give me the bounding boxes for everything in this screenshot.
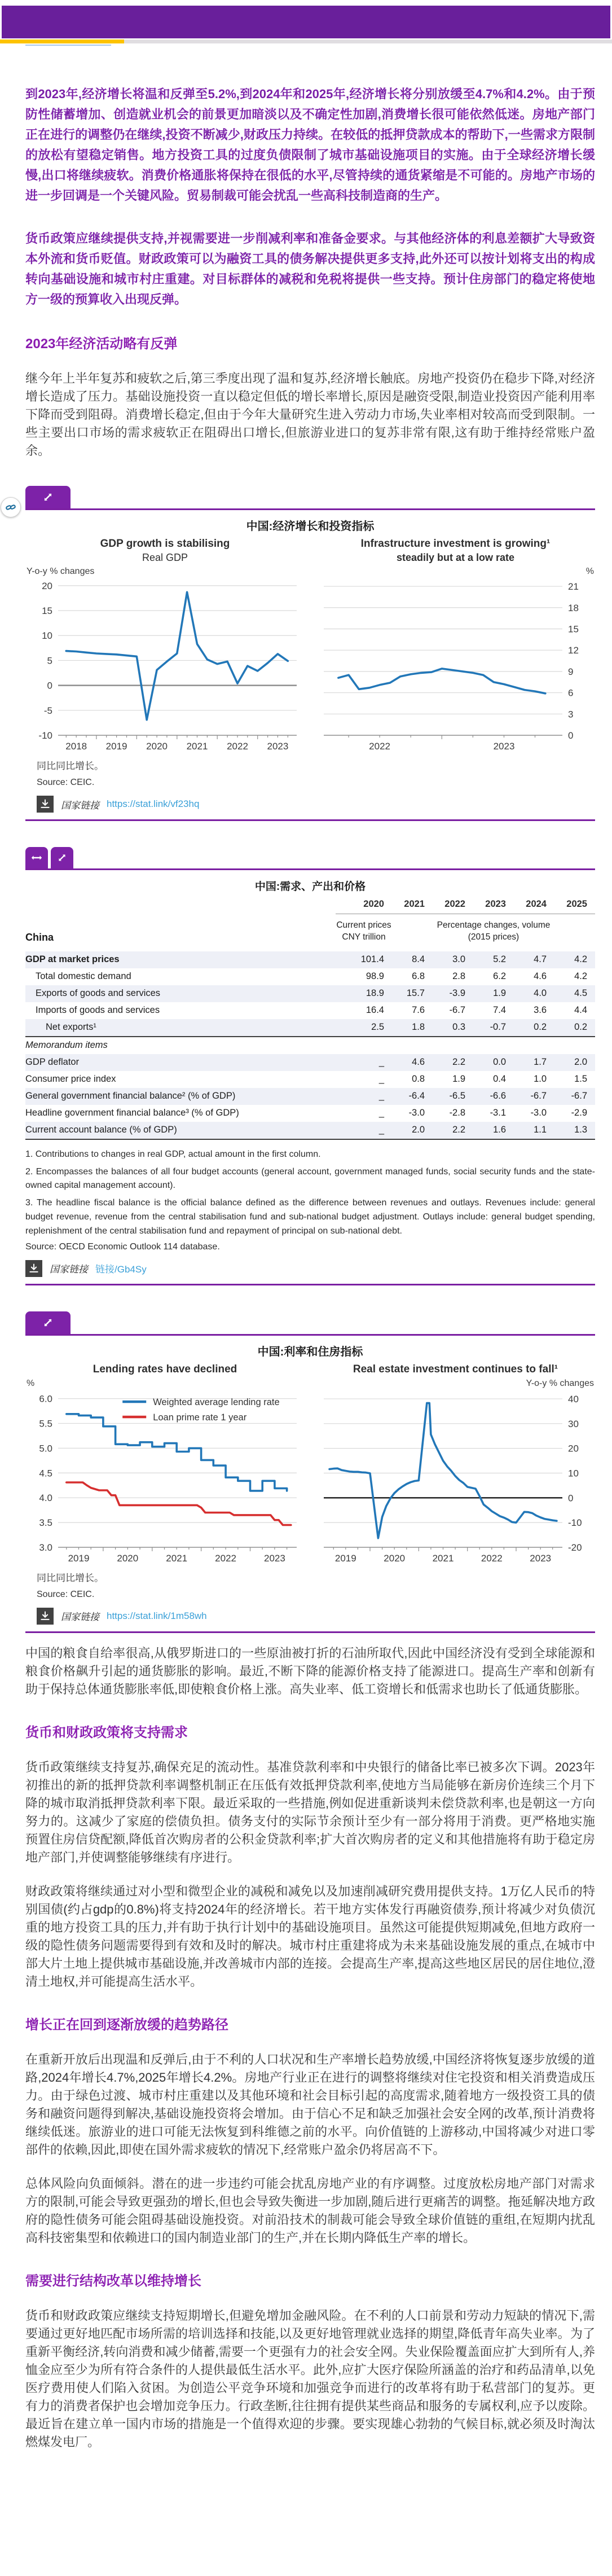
svg-text:4.5: 4.5 — [39, 1467, 52, 1478]
svg-text:2019: 2019 — [68, 1552, 90, 1564]
chain-icon — [5, 502, 16, 513]
svg-text:15: 15 — [568, 624, 579, 635]
real-estate-plot — [316, 1378, 595, 1564]
svg-text:2023: 2023 — [263, 1552, 285, 1564]
chart-title: Lending rates have declined — [93, 1363, 237, 1375]
cell-value: 98.9 — [366, 971, 384, 982]
top-banner — [2, 6, 610, 38]
cell-value: 1.7 — [534, 1057, 547, 1068]
svg-text:Loan prime rate 1 year: Loan prime rate 1 year — [153, 1412, 247, 1423]
table-years-row — [25, 899, 595, 914]
figure-rule-top — [25, 508, 595, 510]
figure-toolbar — [25, 1311, 595, 1334]
cell-value: 0.8 — [412, 1074, 425, 1085]
svg-text:2020: 2020 — [384, 1552, 406, 1564]
svg-text:40: 40 — [568, 1393, 579, 1405]
statlink-label: 国家链接 — [61, 800, 99, 811]
cell-value: 4.0 — [534, 988, 547, 999]
cell-value: -6.6 — [490, 1091, 506, 1102]
cell-value: -6.5 — [449, 1091, 465, 1102]
table-title: 中国:需求、产出和价格 — [254, 881, 366, 893]
expand-figure-button[interactable] — [25, 486, 71, 508]
svg-text:5: 5 — [47, 655, 52, 666]
download-icon[interactable] — [25, 1260, 42, 1277]
row-label: Consumer price index — [25, 1074, 116, 1085]
svg-text:30: 30 — [568, 1418, 579, 1429]
current-prices-header: Current prices CNY trillion — [336, 920, 391, 942]
table-source: Source: OECD Economic Outlook 114 database. — [25, 1241, 220, 1252]
section-heading-growth-path: 增长正在回到逐渐放缓的趋势路径 — [25, 2017, 228, 2033]
svg-text:20: 20 — [568, 1443, 579, 1454]
table-row — [25, 1071, 595, 1088]
statlink-label: 国家链接 — [50, 1264, 88, 1275]
row-label: Total domestic demand — [36, 971, 131, 982]
share-link-icon[interactable] — [1, 497, 21, 517]
section-heading-policy: 货币和财政政策将支持需求 — [25, 1724, 188, 1740]
svg-text:18: 18 — [568, 602, 579, 613]
figure-title: 中国:利率和住房指标 — [257, 1345, 363, 1358]
cell-value: -0.7 — [490, 1022, 506, 1033]
svg-text:2018: 2018 — [65, 741, 87, 752]
body-paragraph-activity: 继今年上半年复苏和疲软之后,第三季度出现了温和复苏,经济增长触底。房地产投资仍在稳步下降,对经济增长造成了压力。基础设施投资一直以稳定但低的增长率增长,原因是融资受限,制造业投资因产能利用率下降而受到阻碍。消费增长稳定,但由于今年大量研究生进入劳动力市场,失业率相对较高而受到限制。一些主要出口市场的需求疲软正在阻碍出口增长,但旅游业进口的复苏非常有限,这有助于维持经常账户盈余。 — [25, 371, 595, 458]
cell-value: 6.2 — [493, 971, 506, 982]
economic-table-block — [25, 847, 595, 1285]
table-column-headers — [25, 915, 595, 951]
table-row — [25, 1019, 595, 1037]
year-header: 2024 — [514, 899, 554, 914]
cell-value: 1.8 — [412, 1022, 425, 1033]
svg-text:3.5: 3.5 — [39, 1517, 52, 1528]
cell-value: 6.8 — [412, 971, 425, 982]
pct-changes-header: Percentage changes, volume (2015 prices) — [437, 920, 551, 942]
svg-text:20: 20 — [42, 580, 52, 591]
table-footnote: 1. Contributions to changes in real GDP, actual amount in the first column. — [25, 1149, 321, 1159]
cell-value: -3.9 — [449, 988, 465, 999]
year-header: 2021 — [392, 899, 433, 914]
row-label: GDP deflator — [25, 1057, 80, 1068]
cell-value: 0.2 — [534, 1022, 547, 1033]
row-label: General government financial balance² (% of GDP) — [25, 1091, 236, 1102]
summary-paragraph-policy: 货币政策应继续提供支持,并视需要进一步削减利率和准备金要求。与其他经济体的利息差额扩大导致资本外流和货币贬值。财政政策可以为融资工具的债务解决提供更多支持,此外还可以按计划将支出的构成转向基础设施和城市村庄重建。对目标群体的减税和免税将提供一些支持。预计住房部门的稳定将使地方一级的预算收入出现反弹。 — [25, 231, 595, 306]
figure-note: 同比同比增长。 — [37, 1572, 104, 1583]
cell-value: -6.7 — [449, 1005, 465, 1016]
cell-value: -6.4 — [408, 1091, 425, 1102]
chart-real-estate — [316, 1362, 595, 1564]
row-label: Imports of goods and services — [36, 1005, 160, 1016]
statlink-row — [37, 1608, 595, 1625]
table-footnote: 3. The headline fiscal balance is the official balance defined as the difference between revenues and outlays. Revenues include: general budget revenue, revenue from the central stabilisation fund and sub-national budget adjustment. Outlays include: general budget spending, replenishment of the central stabilisation fund and repayment of principal on sub-national debt. — [25, 1198, 595, 1236]
cell-value: 0.0 — [493, 1057, 506, 1068]
chart-title: Infrastructure investment is growing¹ — [360, 538, 551, 550]
body-paragraph-risks: 总体风险向负面倾斜。潜在的进一步违约可能会扰乱房地产业的有序调整。过度放松房地产部门对需求方的限制,可能会导致更强劲的增长,但也会导致失衡进一步加剧,随后进行更痛苦的调整。拖延解决地方政府的隐性债务可能会阻碍基础设施投资。对前沿技术的制裁可能会导致全球价值链的重组,在短期内扰乱高科技密集型和依赖进口的国内制造业部门的生产,并在长期内降低生产率的增长。 — [25, 2176, 595, 2245]
table-country-label: China — [25, 931, 54, 943]
figure-rates-housing — [25, 1311, 595, 1633]
cell-value: 3.0 — [452, 954, 465, 965]
table-footnote: 2. Encompasses the balances of all four budget accounts (general account, government managed funds, social security funds and the state-owned capital management account). — [25, 1166, 595, 1191]
expand-figure-button[interactable] — [25, 1311, 71, 1334]
cell-value: -2.9 — [571, 1108, 587, 1118]
statlink-label: 国家链接 — [61, 1612, 99, 1623]
cell-value: 4.2 — [574, 954, 587, 965]
infrastructure-plot — [316, 566, 595, 752]
cell-value: -3.0 — [408, 1108, 425, 1118]
svg-text:6: 6 — [568, 687, 574, 699]
svg-text:5.0: 5.0 — [39, 1443, 52, 1454]
svg-text:%: % — [585, 567, 594, 576]
svg-text:-10: -10 — [568, 1517, 582, 1528]
cell-value: 4.2 — [574, 971, 587, 982]
svg-text:Y-o-y % changes: Y-o-y % changes — [27, 567, 95, 576]
row-label: Exports of goods and services — [36, 988, 161, 999]
cell-value: 1.6 — [493, 1125, 506, 1135]
cell-value: -6.7 — [530, 1091, 547, 1102]
figure-source: Source: CEIC. — [37, 1589, 95, 1599]
cell-value: 2.2 — [452, 1125, 465, 1135]
statlink-url[interactable]: https://stat.link/1m58wh — [107, 1610, 207, 1621]
lending-rates-plot — [25, 1378, 305, 1564]
section-heading-activity: 2023年经济活动略有反弹 — [25, 336, 178, 352]
table-row — [25, 951, 595, 968]
svg-text:2022: 2022 — [369, 741, 391, 752]
charts-row — [25, 1362, 595, 1564]
cell-value: 4.4 — [574, 1005, 587, 1016]
body-paragraph-monetary: 货币政策继续支持复苏,确保充足的流动性。基准贷款利率和中央银行的储备比率已被多次下调。2023年初推出的新的抵押贷款利率调整机制正在压低有效抵押贷款利率,使地方当局能够在新房价连续三个月下降的城市取消抵押贷款利率下限。最近采取的一些措施,例如促进重新谈判未偿贷款利率,也是朝这一方向努力的。这减少了家庭的偿债负担。债务支付的实际节余预计至少有一部分将用于消费。更严格地实施预置住房信贷配额,降低首次购房者的公积金贷款利率;扩大首次购房者的定义和其他措施将有助于稳定房地产部门,并使调整能够继续有序进行。 — [25, 1759, 595, 1864]
svg-text:2019: 2019 — [105, 741, 127, 752]
cell-value: _ — [378, 1057, 384, 1068]
chart-subtitle: steadily but at a low rate — [396, 552, 515, 563]
svg-text:2022: 2022 — [227, 741, 248, 752]
row-label: Memorandum items — [25, 1040, 108, 1051]
chart-gdp-growth — [25, 537, 305, 752]
cell-value: 2.8 — [452, 971, 465, 982]
table-rule-bottom — [25, 1284, 595, 1285]
svg-text:Y-o-y % changes: Y-o-y % changes — [526, 1378, 594, 1388]
accent-bar — [0, 40, 612, 43]
row-label: GDP at market prices — [25, 954, 120, 965]
table-row — [25, 1105, 595, 1122]
svg-text:3: 3 — [568, 709, 574, 720]
figure-title: 中国:经济增长和投资指标 — [246, 520, 375, 533]
year-header: 2025 — [554, 899, 595, 914]
svg-text:12: 12 — [568, 645, 579, 656]
cell-value: 1.1 — [534, 1125, 547, 1135]
expand-icon — [41, 490, 55, 504]
cell-value: -2.8 — [449, 1108, 465, 1118]
cell-value: 2.2 — [452, 1057, 465, 1068]
cell-value: _ — [378, 1108, 384, 1118]
svg-text:2021: 2021 — [166, 1552, 188, 1564]
cell-value: _ — [378, 1091, 384, 1102]
svg-text:4.0: 4.0 — [39, 1492, 52, 1503]
download-icon[interactable] — [37, 796, 54, 813]
cell-value: 1.5 — [574, 1074, 587, 1085]
svg-text:9: 9 — [568, 666, 574, 677]
svg-text:-10: -10 — [38, 730, 52, 741]
svg-text:10: 10 — [42, 630, 52, 642]
figure-source: Source: CEIC. — [37, 778, 95, 787]
svg-text:2023: 2023 — [493, 741, 515, 752]
accent-bar-gray — [124, 40, 612, 43]
svg-text:2022: 2022 — [481, 1552, 503, 1564]
statlink-url[interactable]: 链接/Gb4Sy — [95, 1264, 147, 1275]
cell-value: 18.9 — [366, 988, 384, 999]
section-heading-reform: 需要进行结构改革以维持增长 — [25, 2273, 201, 2289]
cell-value: 1.0 — [534, 1074, 547, 1085]
row-label: Headline government financial balance³ (% of GDP) — [25, 1108, 239, 1118]
svg-text:3.0: 3.0 — [39, 1542, 52, 1553]
table-row — [25, 1002, 595, 1019]
cell-value: 1.9 — [493, 988, 506, 999]
svg-text:2021: 2021 — [432, 1552, 454, 1564]
cell-value: 4.6 — [412, 1057, 425, 1068]
svg-text:6.0: 6.0 — [39, 1393, 52, 1405]
svg-text:21: 21 — [568, 581, 579, 593]
gdp-growth-plot — [25, 566, 305, 752]
body-paragraph-reform: 货币和财政政策应继续支持短期增长,但避免增加金融风险。在不利的人口前景和劳动力短缺的情况下,需要通过更好地匹配市场所需的培训选择和技能,以及更好地管理就业选择的期望,降低青年高失业率。为了重新平衡经济,转向消费和减少储蓄,需要一个更强有力的社会安全网。失业保险覆盖面应扩大到所有人,养恤金应至少为所有符合条件的人提供最低生活水平。此外,应扩大医疗保险所涵盖的治疗和药品清单,以免医疗费用使人们陷入贫困。为创造公平竞争环境和加强竞争而进行的改革将有助于私营部门的复苏。更有力的消费者保护也会增加竞争压力。行政垄断,往往拥有提供某些商品和服务的专属权利,应予以废除。最近旨在建立单一国内市场的措施是一个值得欢迎的步骤。要实现雄心勃勃的气候目标,就必须及时淘汰燃煤发电厂。 — [25, 2308, 595, 2449]
econ-table-rows — [25, 951, 595, 1140]
year-header: 2022 — [433, 899, 473, 914]
cell-value: 0.2 — [574, 1022, 587, 1033]
cell-value: 1.9 — [452, 1074, 465, 1085]
figure-toolbar — [25, 486, 595, 508]
cell-value: 0.3 — [452, 1022, 465, 1033]
svg-text:2020: 2020 — [117, 1552, 139, 1564]
table-row — [25, 968, 595, 985]
year-header: 2023 — [473, 899, 514, 914]
cell-value: 2.5 — [371, 1022, 384, 1033]
svg-text:2021: 2021 — [186, 741, 208, 752]
cell-value: 2.0 — [412, 1125, 425, 1135]
svg-text:2022: 2022 — [215, 1552, 237, 1564]
cell-value: 15.7 — [406, 988, 425, 999]
svg-text:2023: 2023 — [267, 741, 289, 752]
svg-text:-5: -5 — [43, 705, 52, 716]
svg-text:2020: 2020 — [146, 741, 168, 752]
document-body — [25, 46, 595, 2451]
table-toolbar — [25, 847, 595, 868]
cell-value: -3.0 — [530, 1108, 547, 1118]
table-row — [25, 985, 595, 1002]
expand-icon — [41, 1316, 55, 1329]
table-row — [25, 1037, 595, 1054]
chart-lending-rates — [25, 1362, 305, 1564]
svg-text:Weighted average lending rate: Weighted average lending rate — [153, 1397, 280, 1407]
cell-value: 0.4 — [493, 1074, 506, 1085]
cell-value: 5.2 — [493, 954, 506, 965]
figure-note: 同比同比增长。 — [37, 761, 104, 771]
svg-text:0: 0 — [568, 730, 574, 741]
chart-title: GDP growth is stabilising — [100, 538, 230, 550]
statlink-url[interactable]: https://stat.link/vf23hq — [107, 798, 200, 809]
row-label: Net exports¹ — [46, 1022, 96, 1033]
chart-subtitle: Real GDP — [142, 552, 188, 563]
cell-value: 1.3 — [574, 1125, 587, 1135]
svg-text:10: 10 — [568, 1468, 579, 1479]
svg-text:0: 0 — [47, 680, 52, 691]
svg-text:5.5: 5.5 — [39, 1418, 52, 1429]
body-paragraph-inflation: 中国的粮食自给率很高,从俄罗斯进口的一些原油被打折的石油所取代,因此中国经济没有受到全球能源和粮食价格飙升引起的通货膨胀的影响。最近,不断下降的能源价格支持了能源进口。提高生产率和创新有助于保持总体通货膨胀率低,即使粮食价格上涨。高失业率、低工资增长和低需求也助长了低通货膨胀。 — [25, 1645, 595, 1696]
cell-value: _ — [378, 1074, 384, 1085]
table-row — [25, 1054, 595, 1071]
table-row — [25, 1122, 595, 1140]
accent-bar-yellow — [0, 40, 124, 43]
chart-title: Real estate investment continues to fall¹ — [353, 1363, 558, 1375]
table-scroll-button[interactable] — [25, 847, 48, 868]
cell-value: 4.6 — [534, 971, 547, 982]
svg-text:2019: 2019 — [334, 1552, 356, 1564]
cell-value: 7.6 — [412, 1005, 425, 1016]
svg-text:%: % — [27, 1378, 35, 1388]
summary-paragraph-growth: 到2023年,经济增长将温和反弹至5.2%,到2024年和2025年,经济增长将分别放缓至4.7%和4.2%。由于预防性储蓄增加、创造就业机会的前景更加暗淡以及不确定性加剧,消费增长很可能依然低迷。房地产部门正在进行的调整仍在继续,投资不断减少,财政压力持续。在较低的抵押贷款成本的帮助下,一些需求方限制的放松有望稳定销售。地方投资工具的过度负债限制了城市基础设施项目的实施。由于全球经济增长缓慢,出口将继续疲软。消费价格通胀将保持在很低的水平,尽管持续的通货紧缩是不可能的。房地产市场的进一步回调是一个关键风险。贸易制裁可能会扰乱一些高科技制造商的生产。 — [25, 87, 595, 203]
cell-value: 8.4 — [412, 954, 425, 965]
figure-rule-bottom — [25, 819, 595, 821]
table-row — [25, 1088, 595, 1105]
figure-rule-top — [25, 1334, 595, 1336]
year-header: 2020 — [336, 899, 392, 914]
statlink-row — [37, 796, 595, 813]
cell-value: -6.7 — [571, 1091, 587, 1102]
chart-infrastructure — [316, 537, 595, 752]
svg-text:15: 15 — [42, 605, 52, 616]
svg-text:2023: 2023 — [530, 1552, 552, 1564]
cell-value: 101.4 — [360, 954, 384, 965]
cell-value: 16.4 — [366, 1005, 384, 1016]
row-label: Current account balance (% of GDP) — [25, 1125, 177, 1135]
cell-value: _ — [378, 1125, 384, 1135]
cell-value: 3.6 — [534, 1005, 547, 1016]
svg-text:-20: -20 — [568, 1542, 582, 1553]
table-expand-button[interactable] — [51, 847, 73, 868]
svg-text:0: 0 — [568, 1492, 574, 1503]
body-paragraph-fiscal: 财政政策将继续通过对小型和微型企业的减税和减免以及加速削减研究费用提供支持。1万亿人民币的特别国债(约占gdp的0.8%)将支持2024年的经济增长。若干地方实体发行再融资债券,预计将减少对负债沉重的地方投资工具的压力,并有助于执行计划中的基础设施项目。虽然这可能提供短期减免,但地方政府一级的隐性债务问题需要得到有效和及时的解决。城市村庄重建将成为未来基础设施发展的重点,在城市中部大片土地上提供城市基础设施,并改善城市内部的连接。会提高生产率,提高这些地区居民的居住地位,澄清土地权,并可能提高生活水平。 — [25, 1884, 595, 1989]
cell-value: 2.0 — [574, 1057, 587, 1068]
charts-row — [25, 537, 595, 752]
cell-value: 7.4 — [493, 1005, 506, 1016]
table-rule-top — [25, 868, 595, 870]
cell-value: -3.1 — [490, 1108, 506, 1118]
cell-value: 4.5 — [574, 988, 587, 999]
body-paragraph-outlook: 在重新开放后出现温和反弹后,由于不利的人口状况和生产率增长趋势放缓,中国经济将恢复逐步放缓的道路,2024年增长4.7%,2025年增长4.2%。房地产行业正在进行的调整将继续对住宅投资和相关消费造成压力。由于绿色过渡、城市村庄重建以及其他环境和社会目标引起的高度需求,随着地方一级投资工具的债务和融资问题得到解决,基础设施投资将会增加。由于信心不足和缺乏加强社会安全网的改革,预计消费将继续低迷。旅游业的进口可能无法恢复到科维德之前的水平。向价值链的上游移动,中国将减少对进口零部件的依赖,因此,即使在国外需求疲软的情况下,经常账户盈余仍将居高不下。 — [25, 2052, 595, 2157]
figure-growth-investment — [25, 486, 595, 821]
cell-value: 4.7 — [534, 954, 547, 965]
table-footnotes — [25, 1148, 595, 1239]
download-icon[interactable] — [37, 1608, 54, 1625]
statlink-row — [25, 1260, 595, 1277]
